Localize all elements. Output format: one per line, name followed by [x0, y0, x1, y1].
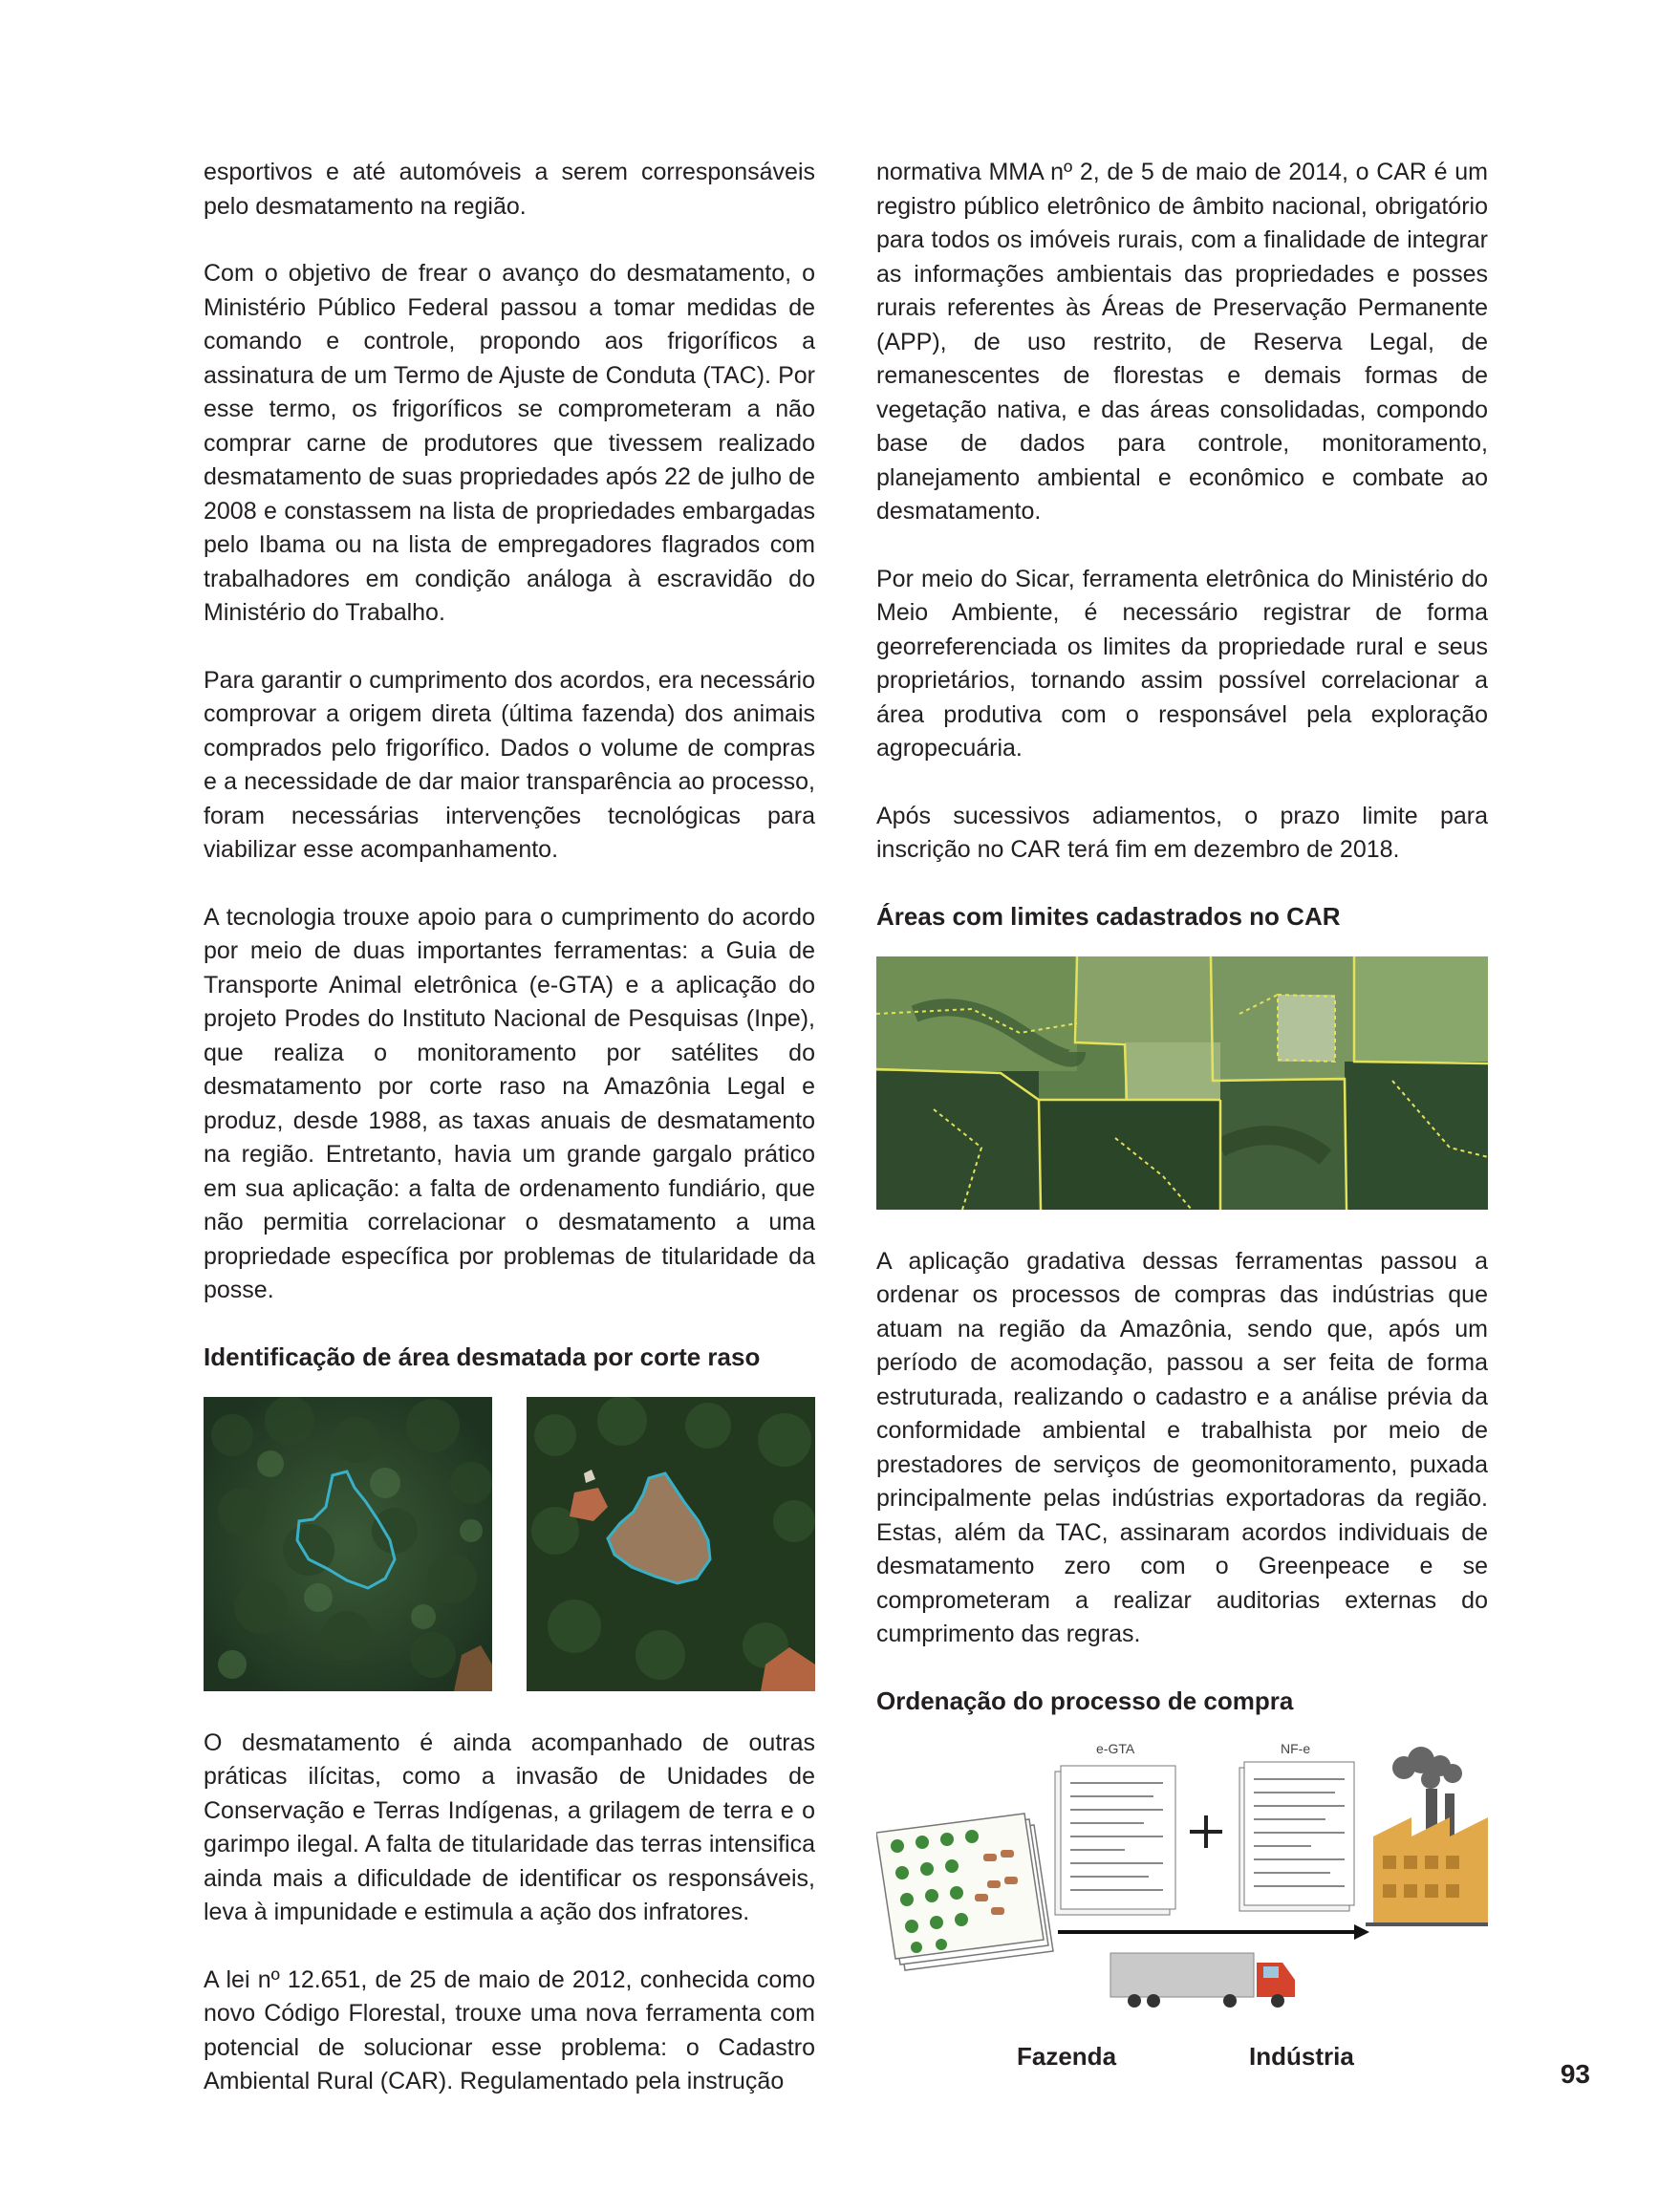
paragraph: Para garantir o cumprimento dos acordos, era necessário comprovar a origem direta (última fazenda) dos animais comprados pelo frigorífico. Dados o volume de compras e a necessidade de dar maior transparência ao processo, foram necessárias intervenções tecnológicas para viabilizar esse acompanhamento. [204, 666, 815, 863]
left-column [204, 156, 815, 2133]
satellite-photo-after [527, 1397, 815, 1691]
nf-e-document-icon [1239, 1762, 1354, 1911]
paragraph: normativa MMA nº 2, de 5 de maio de 2014, o CAR é um registro público eletrônico de âmbito nacional, obrigatório para todos os imóveis rurais, com a finalidade de integrar as informações ambientais das propriedades e posses rurais referentes às Áreas de Preservação Permanente (APP), de uso restrito, de Reserva Legal, de remanescentes de florestas e demais formas de vegetação nativa, e das áreas consolidadas, compondo base de dados para controle, monitoramento, planejamento ambiental e econômico e combate ao desmatamento. [876, 159, 1488, 525]
paragraph: A aplicação gradativa dessas ferramentas passou a ordenar os processos de compras das indústrias que atuam na região da Amazônia, sendo que, após um período de acomodação, passou a ser feita de forma estruturada, realizando o cadastro e a análise prévia da conformidade ambiental e trabalhista por meio de prestadores de serviços de geomonitoramento, puxada principalmente pelas indústrias exportadoras da região. Estas, além da TAC, assinaram acordos individuais de desmatamento zero com o Greenpeace e se comprometeram a realizar auditorias externas do cumprimento das regras. [876, 1247, 1488, 1647]
section-heading-car-areas: Áreas com limites cadastrados no CAR [876, 901, 1341, 931]
paragraph: Após sucessivos adiamentos, o prazo limite para inscrição no CAR terá fim em dezembro de 2018. [876, 802, 1488, 863]
nf-e-label: NF-e [1281, 1740, 1311, 1756]
section-heading-deforestation: Identificação de área desmatada por corte raso [204, 1342, 761, 1371]
paragraph: Com o objetivo de frear o avanço do desmatamento, o Ministério Público Federal passou a tomar medidas de comando e controle, propondo aos frigoríficos a assinatura de um Termo de Ajuste de Conduta (TAC). Por esse termo, os frigoríficos se comprometeram a não comprar carne de produtores que tivessem realizado desmatamento de suas propriedades após 22 de julho de 2008 e constassem na lista de propriedades embargadas pelo Ibama ou na lista de empregadores flagrados com trabalhadores em condição análoga à escravidão do Ministério do Trabalho. [204, 260, 815, 626]
section-heading-purchase-process: Ordenação do processo de compra [876, 1686, 1294, 1715]
paragraph: Por meio do Sicar, ferramenta eletrônica do Ministério do Meio Ambiente, é necessário registrar de forma georreferenciada os limites da propriedade rural e seus proprietários, tornando assim possível correlacionar a área produtiva com o responsável pela exploração agropecuária. [876, 565, 1488, 762]
paragraph: A lei nº 12.651, de 25 de maio de 2012, conhecida como novo Código Florestal, trouxe uma nova ferramenta com potencial de solucionar esse problema: o Cadastro Ambiental Rural (CAR). Regulamentado pela instrução [204, 1965, 815, 2094]
paragraph: esportivos e até automóveis a serem corresponsáveis pelo desmatamento na região. [204, 159, 815, 220]
e-gta-label: e-GTA [1096, 1740, 1135, 1756]
farm-icon [876, 1814, 1053, 1970]
e-gta-document-icon [1055, 1766, 1175, 1915]
car-boundaries-satellite-map [876, 956, 1488, 1210]
farm-label: Fazenda [1017, 2041, 1117, 2071]
arrow-icon [1058, 1924, 1369, 1940]
page-number: 93 [1560, 2059, 1590, 2089]
truck-icon [1110, 1953, 1295, 2008]
industry-icon [1366, 1747, 1488, 1926]
paragraph: O desmatamento é ainda acompanhado de outras práticas ilícitas, como a invasão de Unidades de Conservação e Terras Indígenas, a grilagem de terra e o garimpo ilegal. A falta de titularidade das terras intensifica ainda mais a dificuldade de identificar os responsáveis, leva à impunidade e estimula a ação dos infratores. [204, 1729, 815, 1925]
satellite-photo-before [204, 1397, 492, 1691]
plus-icon [1190, 1815, 1222, 1848]
paragraph: A tecnologia trouxe apoio para o cumprimento do acordo por meio de duas importantes ferramentas: a Guia de Transporte Animal eletrônica (e-GTA) e a aplicação do projeto Prodes do Instituto Nacional de Pesquisas (Inpe), que realiza o monitoramento por satélites do desmatamento por corte raso na Amazônia Legal e produz, desde 1988, as taxas anuais de desmatamento na região. Entretanto, havia um grande gargalo prático em sua aplicação: a falta de ordenamento fundiário, que não permitia correlacionar o desmatamento a uma propriedade específica por problemas de titularidade da posse. [204, 903, 815, 1303]
right-column [876, 156, 1488, 2123]
purchase-process-diagram [876, 1741, 1488, 2123]
deforestation-photo-pair [204, 1397, 815, 1691]
industry-label: Indústria [1249, 2041, 1354, 2071]
